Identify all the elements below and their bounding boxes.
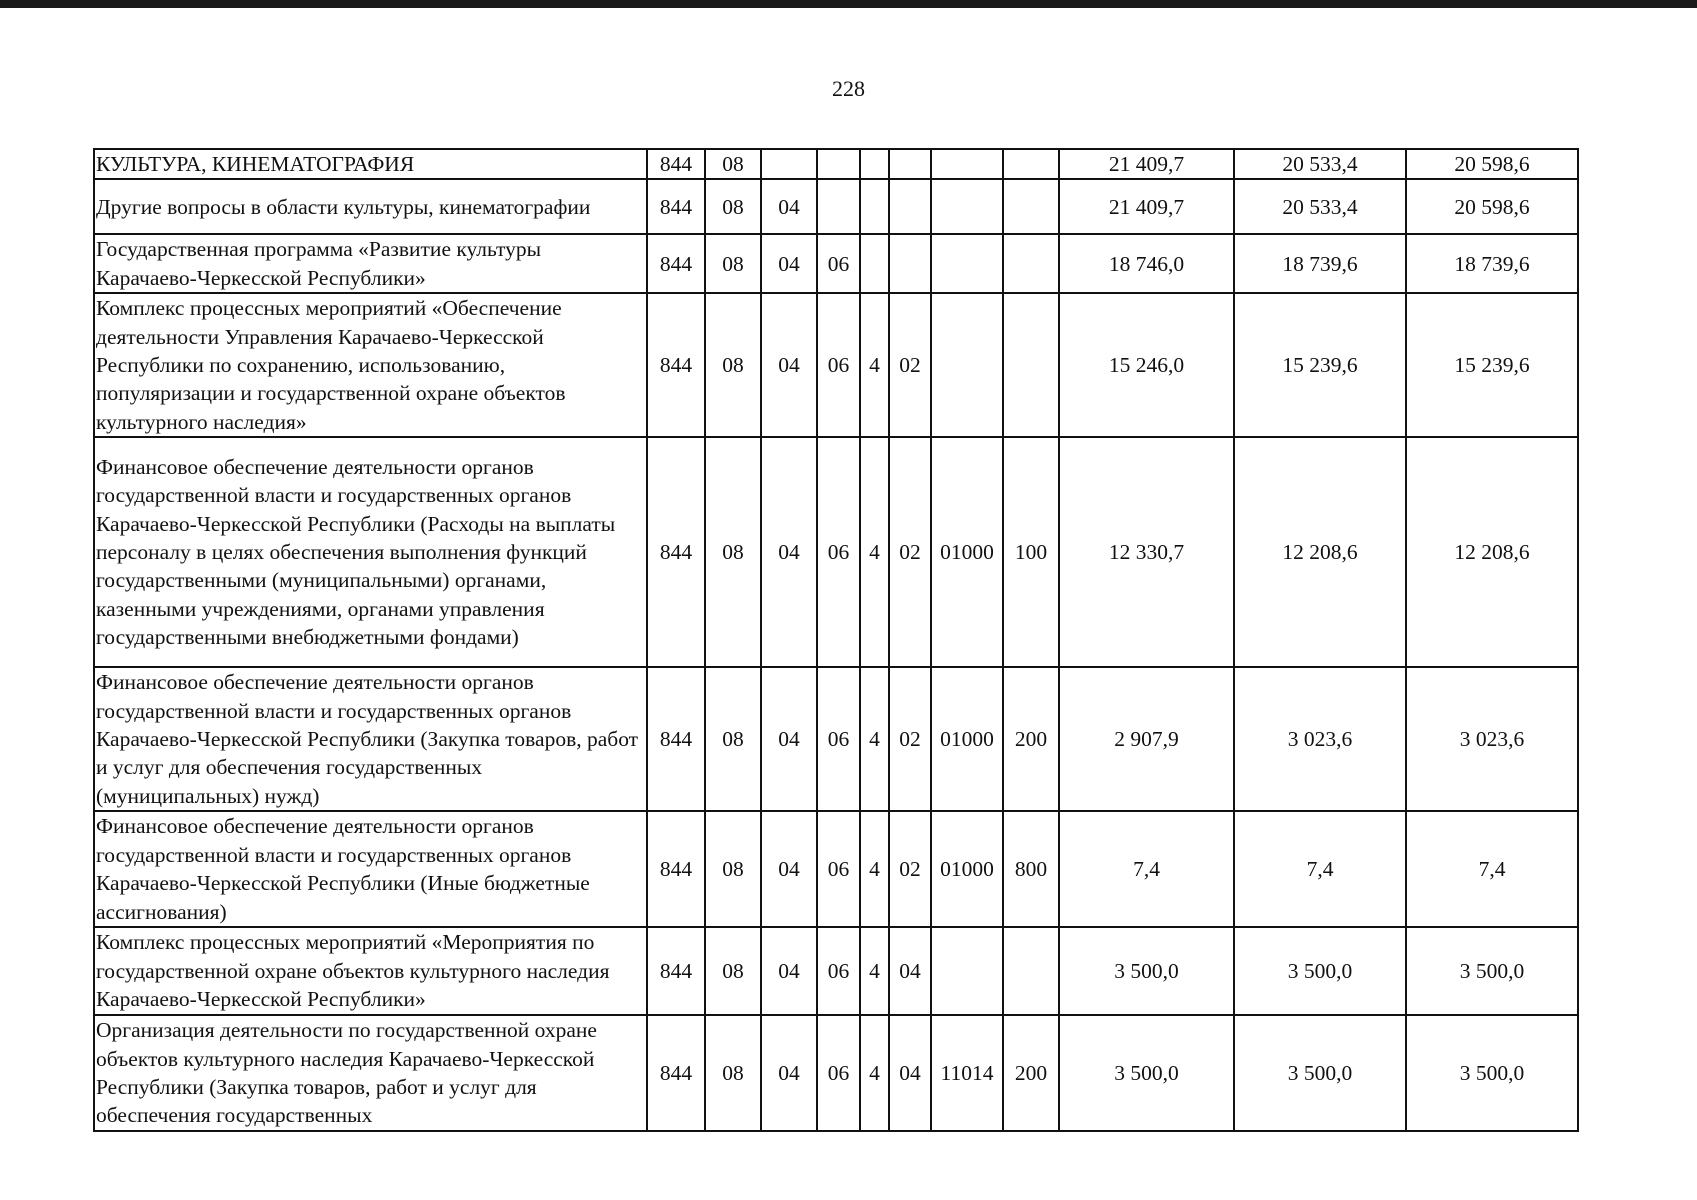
expense-type-code (1003, 234, 1059, 293)
subsection-code: 04 (761, 667, 817, 811)
structure-element-code: 02 (889, 811, 931, 927)
expense-type-code (1003, 293, 1059, 437)
structure-type-code: 4 (860, 811, 889, 927)
expense-type-code (1003, 179, 1059, 234)
amount-year-1: 15 246,0 (1059, 293, 1234, 437)
amount-year-1: 3 500,0 (1059, 927, 1234, 1015)
amount-year-2: 3 500,0 (1234, 927, 1406, 1015)
structure-element-code (889, 234, 931, 293)
page-number: 228 (832, 76, 865, 101)
table-row (94, 811, 1578, 927)
table-row (94, 667, 1578, 811)
ministry-code: 844 (647, 149, 705, 179)
program-code (817, 179, 860, 234)
row-name: Финансовое обеспечение деятельности органов государственной власти и государственных органов Карачаево-Черкесской Республики (Расходы на выплаты персоналу в целях обеспечения выполнения функций государственными (муниципальными) органами, казенными учреждениями, органами управления государственными внебюджетными фондами) (94, 437, 647, 667)
row-name: Организация деятельности по государственной охране объектов культурного наследия Карачаево-Черкесской Республики (Закупка товаров, работ и услуг для обеспечения государственных (94, 1015, 647, 1131)
ministry-code: 844 (647, 1015, 705, 1131)
ministry-code: 844 (647, 234, 705, 293)
structure-element-code (889, 179, 931, 234)
expense-type-code (1003, 149, 1059, 179)
amount-year-1: 3 500,0 (1059, 1015, 1234, 1131)
amount-year-2: 3 023,6 (1234, 667, 1406, 811)
structure-element-code: 04 (889, 927, 931, 1015)
expense-type-code: 200 (1003, 1015, 1059, 1131)
table-row (94, 437, 1578, 667)
expense-direction-code (931, 927, 1003, 1015)
structure-element-code: 02 (889, 437, 931, 667)
subsection-code (761, 149, 817, 179)
expense-direction-code (931, 293, 1003, 437)
section-code: 08 (705, 811, 761, 927)
expense-direction-code (931, 149, 1003, 179)
amount-year-3: 20 598,6 (1406, 149, 1578, 179)
expense-type-code: 200 (1003, 667, 1059, 811)
table-row (94, 149, 1578, 179)
scan-top-border (0, 0, 1697, 8)
subsection-code: 04 (761, 179, 817, 234)
amount-year-2: 12 208,6 (1234, 437, 1406, 667)
structure-element-code (889, 149, 931, 179)
amount-year-3: 3 500,0 (1406, 927, 1578, 1015)
expense-direction-code (931, 234, 1003, 293)
subsection-code: 04 (761, 293, 817, 437)
row-name: Другие вопросы в области культуры, кинематографии (94, 179, 647, 234)
amount-year-3: 3 023,6 (1406, 667, 1578, 811)
section-code: 08 (705, 149, 761, 179)
amount-year-3: 7,4 (1406, 811, 1578, 927)
amount-year-3: 18 739,6 (1406, 234, 1578, 293)
row-name: Финансовое обеспечение деятельности органов государственной власти и государственных органов Карачаево-Черкесской Республики (Иные бюджетные ассигнования) (94, 811, 647, 927)
expense-direction-code: 01000 (931, 437, 1003, 667)
subsection-code: 04 (761, 437, 817, 667)
ministry-code: 844 (647, 179, 705, 234)
subsection-code: 04 (761, 1015, 817, 1131)
amount-year-1: 2 907,9 (1059, 667, 1234, 811)
structure-element-code: 02 (889, 293, 931, 437)
structure-element-code: 04 (889, 1015, 931, 1131)
ministry-code: 844 (647, 437, 705, 667)
program-code: 06 (817, 1015, 860, 1131)
program-code (817, 149, 860, 179)
section-code: 08 (705, 1015, 761, 1131)
subsection-code: 04 (761, 811, 817, 927)
ministry-code: 844 (647, 811, 705, 927)
budget-table (93, 148, 1579, 1132)
amount-year-2: 15 239,6 (1234, 293, 1406, 437)
expense-type-code (1003, 927, 1059, 1015)
expense-direction-code: 01000 (931, 667, 1003, 811)
subsection-code: 04 (761, 927, 817, 1015)
ministry-code: 844 (647, 667, 705, 811)
amount-year-2: 18 739,6 (1234, 234, 1406, 293)
amount-year-2: 20 533,4 (1234, 149, 1406, 179)
amount-year-1: 12 330,7 (1059, 437, 1234, 667)
section-code: 08 (705, 293, 761, 437)
program-code: 06 (817, 293, 860, 437)
amount-year-3: 3 500,0 (1406, 1015, 1578, 1131)
amount-year-2: 20 533,4 (1234, 179, 1406, 234)
expense-type-code: 100 (1003, 437, 1059, 667)
amount-year-3: 15 239,6 (1406, 293, 1578, 437)
table-row (94, 293, 1578, 437)
row-name: Государственная программа «Развитие культуры Карачаево-Черкесской Республики» (94, 234, 647, 293)
structure-type-code: 4 (860, 293, 889, 437)
structure-type-code (860, 149, 889, 179)
amount-year-3: 20 598,6 (1406, 179, 1578, 234)
program-code: 06 (817, 437, 860, 667)
row-name: Комплекс процессных мероприятий «Обеспечение деятельности Управления Карачаево-Черкесской Республики по сохранению, использованию, популяризации и государственной охране объектов культурного наследия» (94, 293, 647, 437)
structure-type-code: 4 (860, 437, 889, 667)
structure-type-code: 4 (860, 927, 889, 1015)
table-row (94, 927, 1578, 1015)
section-code: 08 (705, 667, 761, 811)
section-code: 08 (705, 437, 761, 667)
structure-type-code: 4 (860, 1015, 889, 1131)
program-code: 06 (817, 927, 860, 1015)
expense-direction-code: 01000 (931, 811, 1003, 927)
amount-year-3: 12 208,6 (1406, 437, 1578, 667)
amount-year-1: 21 409,7 (1059, 179, 1234, 234)
amount-year-2: 7,4 (1234, 811, 1406, 927)
ministry-code: 844 (647, 927, 705, 1015)
section-code: 08 (705, 927, 761, 1015)
structure-type-code: 4 (860, 667, 889, 811)
program-code: 06 (817, 811, 860, 927)
structure-element-code: 02 (889, 667, 931, 811)
subsection-code: 04 (761, 234, 817, 293)
expense-type-code: 800 (1003, 811, 1059, 927)
program-code: 06 (817, 667, 860, 811)
amount-year-1: 7,4 (1059, 811, 1234, 927)
amount-year-1: 18 746,0 (1059, 234, 1234, 293)
amount-year-2: 3 500,0 (1234, 1015, 1406, 1131)
expense-direction-code: 11014 (931, 1015, 1003, 1131)
structure-type-code (860, 179, 889, 234)
ministry-code: 844 (647, 293, 705, 437)
row-name: КУЛЬТУРА, КИНЕМАТОГРАФИЯ (94, 149, 647, 179)
section-code: 08 (705, 179, 761, 234)
expense-direction-code (931, 179, 1003, 234)
table-row (94, 1015, 1578, 1131)
section-code: 08 (705, 234, 761, 293)
structure-type-code (860, 234, 889, 293)
program-code: 06 (817, 234, 860, 293)
row-name: Комплекс процессных мероприятий «Мероприятия по государственной охране объектов культурного наследия Карачаево-Черкесской Республики» (94, 927, 647, 1015)
table-row (94, 179, 1578, 234)
amount-year-1: 21 409,7 (1059, 149, 1234, 179)
row-name: Финансовое обеспечение деятельности органов государственной власти и государственных органов Карачаево-Черкесской Республики (Закупка товаров, работ и услуг для обеспечения государственных (муниципальных) нужд) (94, 667, 647, 811)
table-row (94, 234, 1578, 293)
